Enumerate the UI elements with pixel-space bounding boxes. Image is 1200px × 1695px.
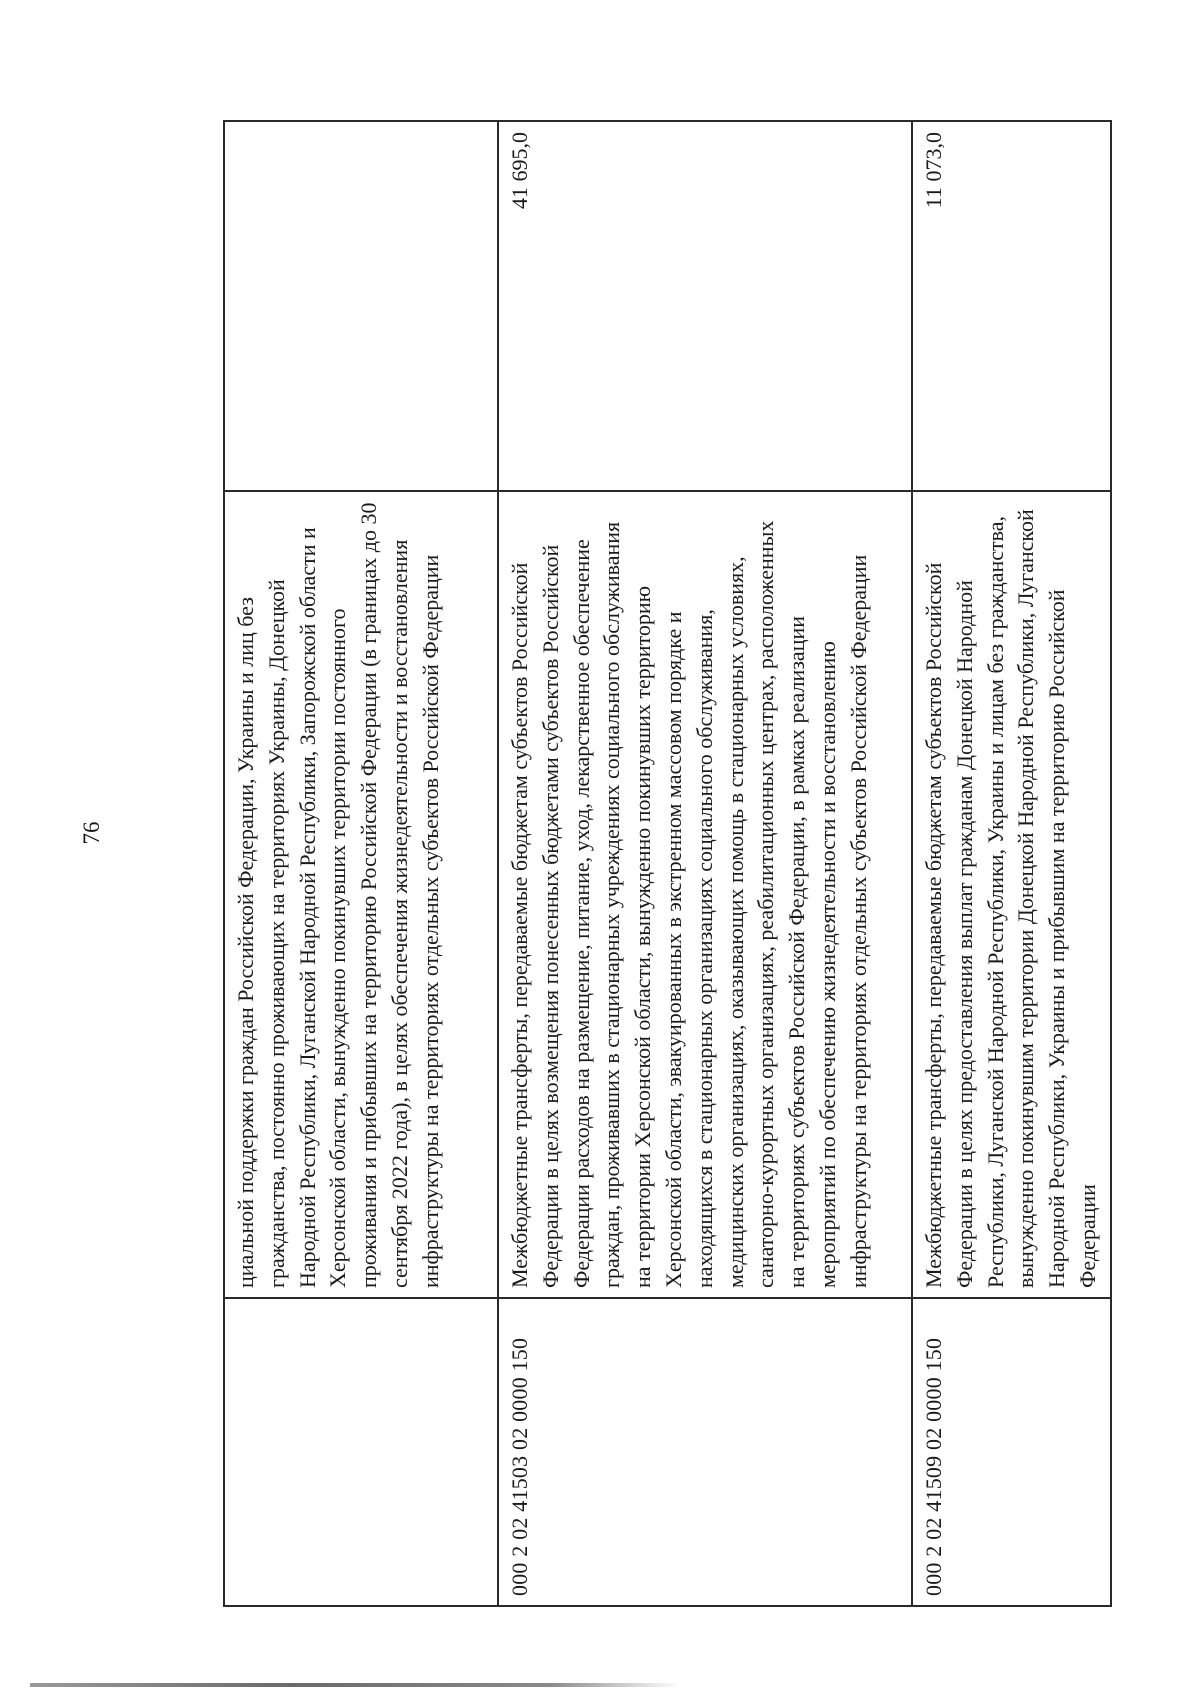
table-row (912, 121, 1111, 1606)
amount-cell: 11 073,0 (912, 121, 1111, 491)
budget-code-cell: 000 2 02 41503 02 0000 150 (498, 1298, 912, 1606)
budget-code-cell: 000 2 02 41509 02 0000 150 (912, 1298, 1111, 1606)
budget-table (223, 120, 1112, 1607)
description-cell: Межбюджетные трансферты, передаваемые бюджетам субъектов Российской Федерации в целях предоставления выплат гражданам Донецкой Народной Республики, Луганской Народной Республики, Украины и лицам без гражданства, вынужденно покинувшим территории Донецкой Народной Республики, Луганской Народной Республики, Украины и прибывшим на территорию Российской Федерации (912, 491, 1111, 1298)
description-cell: циальной поддержки граждан Российской Федерации, Украины и лиц без гражданства, постоянно проживающих на территориях Украины, Донецкой Народной Республики, Луганской Народной Республики, Запорожской области и Херсонской области, вынужденно покинувших территории постоянного проживания и прибывших на территорию Российской Федерации (в границах до 30 сентября 2022 года), в целях обеспечения жизнедеятельности и восстановления инфраструктуры на территориях отдельных субъектов Российской Федерации (224, 491, 498, 1298)
table-row (224, 121, 498, 1606)
description-cell: Межбюджетные трансферты, передаваемые бюджетам субъектов Российской Федерации в целях возмещения понесенных бюджетами субъектов Российской Федерации расходов на размещение, питание, уход, лекарственное обеспечение граждан, проживавших в стационарных учреждениях социального обслуживания на территории Херсонской области, вынужденно покинувших территорию Херсонской области, эвакуированных в экстренном массовом порядке и находящихся в стационарных организациях социального обслуживания, медицинских организациях, оказывающих помощь в стационарных условиях, санаторно-курортных организациях, реабилитационных центрах, расположенных на территориях субъектов Российской Федерации, в рамках реализации мероприятий по обеспечению жизнедеятельности и восстановлению инфраструктуры на территориях отдельных субъектов Российской Федерации (498, 491, 912, 1298)
amount-cell: 41 695,0 (498, 121, 912, 491)
amount-cell (224, 121, 498, 491)
table-row (498, 121, 912, 1606)
page-number: 76 (79, 821, 104, 845)
budget-code-cell (224, 1298, 498, 1606)
scan-edge-line (30, 1683, 680, 1687)
